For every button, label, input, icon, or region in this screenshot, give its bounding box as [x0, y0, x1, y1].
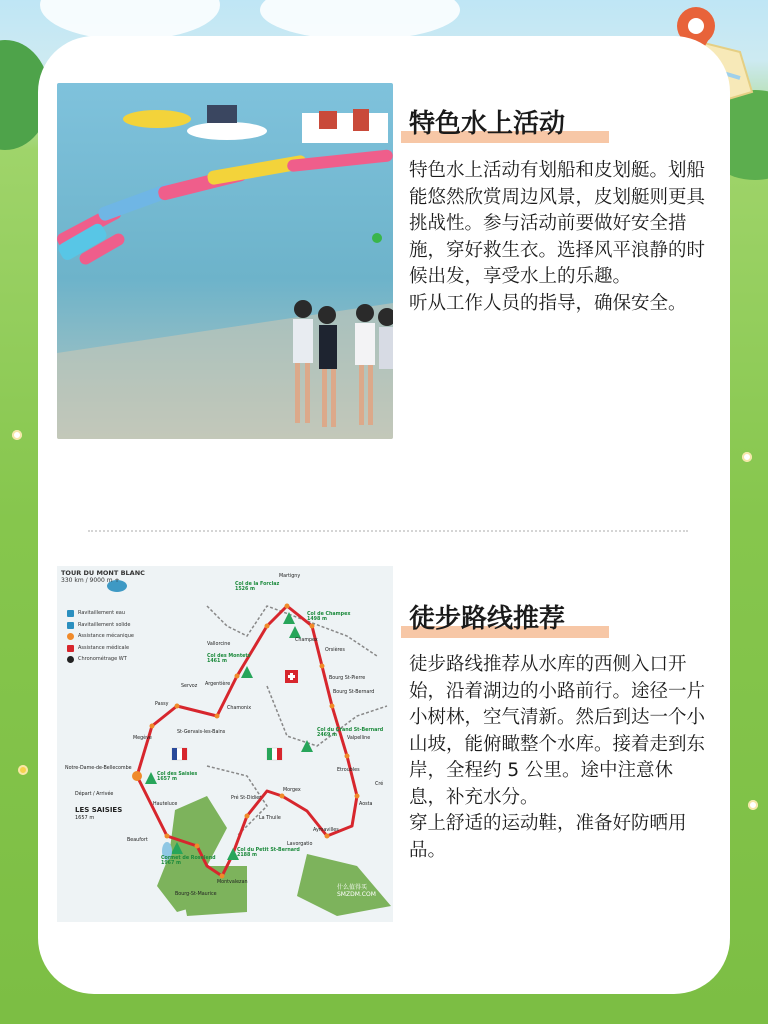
map-label-bourg-st-maurice: Bourg-St-Maurice — [175, 892, 217, 897]
map-label-la-thuile: La Thuile — [259, 816, 281, 821]
map-title: TOUR DU MONT BLANC — [61, 569, 145, 577]
map-label-hauteluce: Hauteluce — [153, 802, 178, 807]
map-label-champex: Champex — [295, 638, 318, 643]
map-label-aosta: Aosta — [359, 802, 373, 807]
background-flower — [12, 430, 22, 440]
wrench-icon — [67, 633, 74, 640]
section-title-water: 特色水上活动 — [409, 109, 566, 139]
watermark-text: 什么值得买 SMZDM.COM — [337, 884, 376, 898]
paragraph: 徒步路线推荐从水库的西侧入口开始，沿着湖边的小路前行。途径一片小树林，空气清新。然后到达一个小山坡，能俯瞰整个水库。接着走到东岸，全程约 5 公里。途中注意休息，补充水分。 — [409, 654, 706, 808]
map-label-notre-dame: Notre-Dame-de-Bellecombe — [65, 766, 132, 771]
map-label-valpelline: Valpelline — [347, 736, 371, 741]
background-flower — [742, 452, 752, 462]
map-col-montets: Col des Montets 1461 m — [207, 654, 251, 664]
map-label-chamonix: Chamonix — [227, 706, 252, 711]
background-cloud — [260, 0, 460, 40]
map-label-megeve: Megève — [133, 736, 152, 741]
map-label-pre-st-didier: Pré St-Didier — [231, 796, 262, 801]
map-col-roselend: Cormet de Roselend 1967 m — [161, 856, 216, 866]
map-label-aymavilles: Aymavilles — [313, 828, 339, 833]
legend-item: Ravitaillement solide — [67, 620, 134, 632]
map-label-beaufort: Beaufort — [127, 838, 148, 843]
map-label-morgex: Morgex — [283, 788, 301, 793]
map-label-martigny: Martigny — [279, 574, 301, 579]
map-label-bourg-st-pierre: Bourg St-Pierre — [329, 676, 366, 681]
section-body-hiking — [409, 652, 707, 864]
map-col-petit-st-bernard: Col du Petit St-Bernard 2188 m — [237, 848, 300, 858]
map-label-lavorgatio: Lavorgatio — [287, 842, 313, 847]
map-label-st-gervais: St-Gervais-les-Bains — [177, 730, 226, 735]
map-label-bourg-st-bernard: Bourg St-Bernard — [333, 690, 375, 695]
paragraph: 穿上舒适的运动鞋，准备好防晒用品。 — [409, 813, 687, 861]
medical-cross-icon — [67, 645, 74, 652]
map-col-champex: Col de Champex 1498 m — [307, 612, 351, 622]
paragraph: 听从工作人员的指导，确保安全。 — [409, 292, 687, 314]
water-activity-photo — [57, 83, 393, 439]
stopwatch-icon — [67, 656, 74, 663]
map-label-etroubles: Etroubles — [337, 768, 360, 773]
legend-item: Ravitaillement eau — [67, 608, 134, 620]
paragraph: 特色水上活动有划船和皮划艇。划船能悠然欣赏周边风景，皮划艇则更具挑战性。参与活动前要做好安全措施，穿好救生衣。选择风平浪静的时候出发，享受水上的乐趣。 — [409, 160, 706, 287]
map-label-servoz: Servoz — [181, 684, 198, 689]
background-flower — [748, 800, 758, 810]
hiking-route-map — [57, 566, 393, 922]
section-title-hiking: 徒步路线推荐 — [409, 604, 566, 634]
map-label-cre: Cré — [375, 782, 384, 787]
map-col-forclaz: Col de la Forclaz 1526 m — [235, 582, 280, 592]
map-legend — [67, 608, 134, 666]
map-col-grand-st-bernard: Col du Grand St-Bernard 2469 m — [317, 728, 384, 738]
map-label-orsieres: Orsières — [325, 648, 345, 653]
start-location-label: LES SAISIES 1657 m — [75, 806, 123, 821]
water-icon — [67, 610, 74, 617]
map-label-vallorcine: Vallorcine — [207, 642, 231, 647]
background-flower — [18, 765, 28, 775]
legend-item: Chronométrage WT — [67, 654, 134, 666]
legend-item: Assistance mécanique — [67, 631, 134, 643]
map-label-montvalezan: Montvalezan — [217, 880, 248, 885]
section-divider — [88, 530, 688, 532]
legend-item: Assistance médicale — [67, 643, 134, 655]
lake-scene-illustration — [57, 83, 393, 439]
map-label-passy: Passy — [155, 702, 169, 707]
map-label-argentiere: Argentière — [205, 682, 231, 687]
map-label-depart: Départ / Arrivée — [75, 792, 114, 797]
map-subtitle: 330 km / 9000 m + — [61, 577, 120, 584]
background-cloud — [40, 0, 220, 40]
food-icon — [67, 622, 74, 629]
map-col-saisies: Col des Saisies 1657 m — [157, 772, 198, 782]
section-body-water — [409, 158, 707, 317]
